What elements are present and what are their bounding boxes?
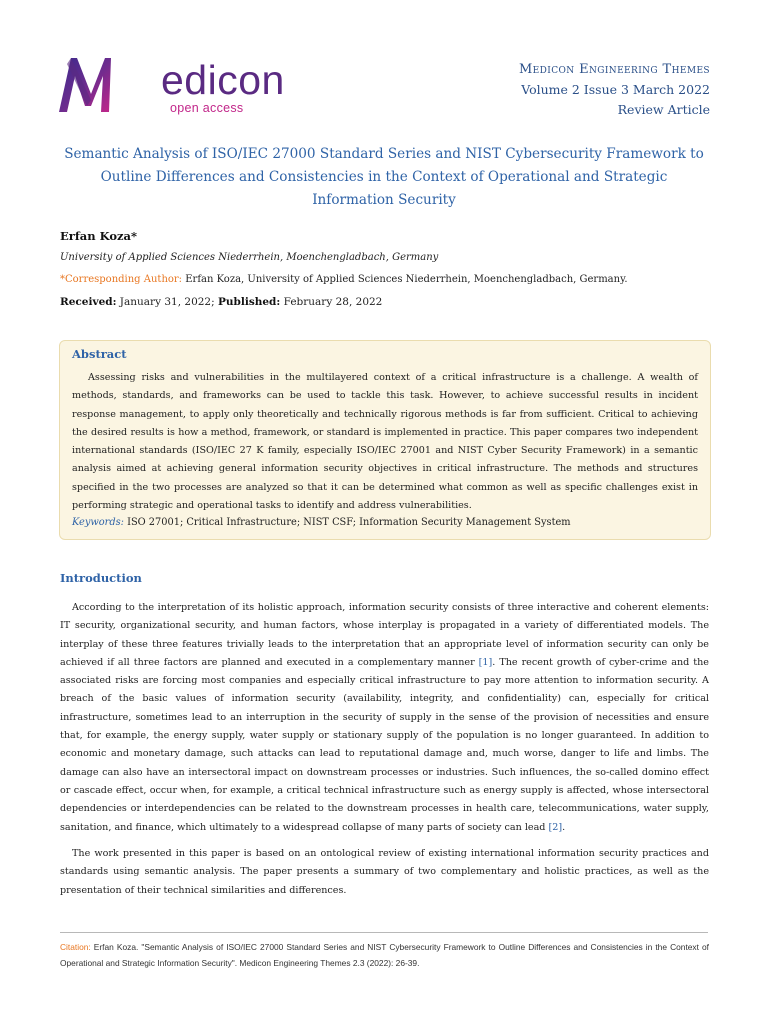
received-date: January 31, 2022; xyxy=(116,296,218,308)
publication-dates xyxy=(60,296,382,308)
published-label: Published: xyxy=(217,296,281,308)
publisher-logo xyxy=(57,56,285,120)
keywords xyxy=(72,517,698,528)
section-heading-introduction: Introduction xyxy=(60,571,142,585)
author-name: Erfan Koza* xyxy=(60,229,137,243)
keywords-text: ISO 27001; Critical Infrastructure; NIST CSF; Information Security Management System xyxy=(123,517,571,529)
journal-name: Medicon Engineering Themes xyxy=(518,62,710,77)
footer-divider xyxy=(60,932,708,933)
logo-tagline: open access xyxy=(170,101,244,115)
reference-link-2[interactable]: [2] xyxy=(548,821,563,833)
corresponding-author xyxy=(60,274,628,285)
intro-p2-text: The work presented in this paper is based on an ontological review of existing international information security practices and standards using semantic analysis. The paper presents a summary of two complementary and holistic practices, as well as the presentation of their technical similarities and differences. xyxy=(60,848,709,896)
abstract-box xyxy=(59,340,711,540)
abstract-text: Assessing risks and vulnerabilities in the multilayered context of a critical infrastructure is a challenge. A wealth of methods, standards, and frameworks can be used to tackle this task. However, to achieve successful results in incident response management, to apply only theoretically and technically rigorous methods is far from sufficient. Critical to achieving the desired results is how a method, framework, or standard is implemented in practice. This paper compares two independent international standards (ISO/IEC 27 K family, especially ISO/IEC 27001 and NIST Cyber Security Framework) in a semantic analysis aimed at achieving general information security objectives in critical infrastructure. The methods and structures specified in the two processes are analyzed so that it can be determined what common as well as specific challenges exist in performing strategic and operational tasks to identify and address vulnerabilities. xyxy=(72,372,698,512)
medicon-m-logo-icon xyxy=(57,56,161,116)
corresponding-text: Erfan Koza, University of Applied Sciences Niederrhein, Moenchengladbach, Germany. xyxy=(182,274,628,285)
logo-wordmark: edicon xyxy=(161,57,285,103)
journal-info xyxy=(519,60,710,120)
citation-text: Erfan Koza. "Semantic Analysis of ISO/IEC 27000 Standard Series and NIST Cybersecurity Framework to Outline Differences and Consistencies in the Context of Operational and Strategic Information Security". Medicon Engineering Themes 2.3 (2022): 26-39. xyxy=(60,942,709,968)
keywords-label: Keywords: xyxy=(72,517,124,529)
citation-label: Citation: xyxy=(60,942,91,952)
intro-paragraph-1 xyxy=(60,599,709,837)
intro-p1-part-b: . The recent growth of cyber-crime and the associated risks are forcing most companies and especially critical infrastructure to pay more attention to information security. A breach of the basic values of information security (availability, integrity, and confidentiality) can, especially for critical infrastructure, sometimes lead to an interruption in the security of supply in the sense of the provision of necessities and ensure that, for example, the energy supply, water supply or stationary supply of the population is no longer guaranteed. In addition to economic and monetary damage, such attacks can lead to reputational damage and, much worse, danger to life and limbs. The damage can also have an intersectoral impact on downstream processes or industries. Such influences, the so-called domino effect or cascade effect, occur when, for example, a critical technical infrastructure such as energy supply is affected, whose intersectoral dependencies or interdependencies can be related to the downstream processes in health care, telecommunications, water supply, sanitation, and finance, which ultimately to a widespread collapse of many parts of society can lead xyxy=(60,656,709,833)
abstract-heading: Abstract xyxy=(72,347,127,361)
corresponding-label: *Corresponding Author: xyxy=(60,274,183,285)
published-date: February 28, 2022 xyxy=(280,296,383,308)
intro-paragraph-2 xyxy=(60,845,709,900)
intro-p1-part-a: According to the interpretation of its holistic approach, information security consists of three interactive and coherent elements: IT security, organizational security, and human factors, whose interplay is propagated in a variety of differentiated models. The interplay of these three features trivially leads to the interpretation that an appropriate level of information security can only be achieved if all three factors are planned and executed in a complementary manner xyxy=(60,602,709,668)
received-label: Received: xyxy=(60,296,117,308)
author-affiliation: University of Applied Sciences Niederrhein, Moenchengladbach, Germany xyxy=(60,252,439,263)
article-type: Review Article xyxy=(617,102,710,117)
reference-link-1[interactable]: [1] xyxy=(478,656,493,668)
citation-footer xyxy=(60,939,709,971)
journal-volume: Volume 2 Issue 3 March 2022 xyxy=(521,82,710,97)
intro-p1-part-c: . xyxy=(562,821,566,833)
paper-title: Semantic Analysis of ISO/IEC 27000 Standard Series and NIST Cybersecurity Framework to Outline Differences and Consistencies in the Context of Operational and Strategic Information Security xyxy=(64,146,704,208)
